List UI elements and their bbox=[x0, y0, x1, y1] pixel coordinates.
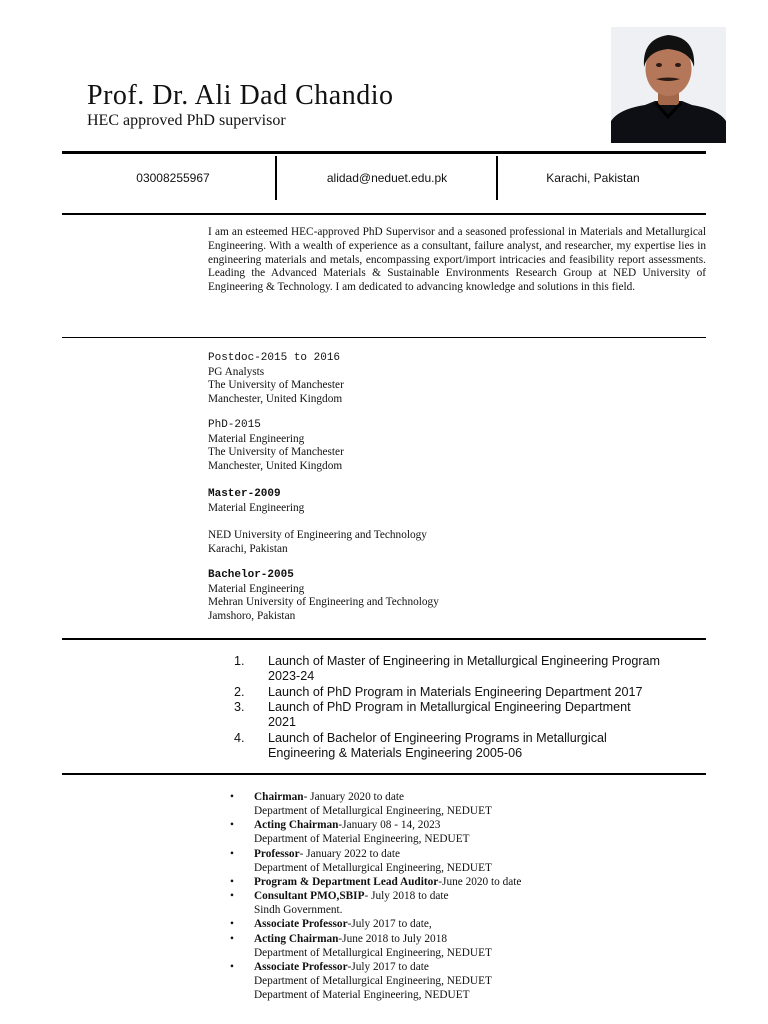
achievement-text: Engineering & Materials Engineering 2005-06 bbox=[268, 746, 523, 761]
position-title: Associate Professor bbox=[254, 918, 348, 930]
achievement-text: 2021 bbox=[268, 715, 297, 730]
phone-number: 03008255967 bbox=[136, 171, 210, 185]
bullet: • bbox=[230, 819, 234, 831]
degree-title: Master-2009 bbox=[208, 488, 281, 500]
education-entry bbox=[208, 352, 344, 407]
education-line: NED University of Engineering and Technology bbox=[208, 529, 427, 542]
profile-summary: I am an esteemed HEC-approved PhD Supervisor and a seasoned professional in Materials and Metallurgical Engineering. With a wealth of experience as a consultant, failure analyst, and researcher, my expertise lies in engineering materials and metals, encompassing export/import intricacies and feasibility report assessments. Leading the Advanced Materials & Sustainable Environments Research Group at NED University of Engineering & Technology. I am dedicated to advancing knowledge and solutions in this field. bbox=[208, 226, 706, 294]
achievement-number: 2. bbox=[234, 685, 245, 699]
position-department: Department of Material Engineering, NEDUET bbox=[254, 989, 470, 1001]
education-line: The University of Manchester bbox=[208, 379, 344, 392]
section-rule bbox=[62, 638, 706, 640]
education-line: The University of Manchester bbox=[208, 446, 344, 459]
position-dates: - July 2018 to date bbox=[364, 890, 449, 902]
position-department: Department of Material Engineering, NEDUET bbox=[254, 833, 470, 845]
bullet: • bbox=[230, 918, 234, 930]
education-line: Manchester, United Kingdom bbox=[208, 460, 343, 473]
contact-top-rule bbox=[62, 151, 706, 154]
location: Karachi, Pakistan bbox=[546, 171, 640, 185]
section-rule bbox=[62, 773, 706, 775]
bullet: • bbox=[230, 848, 234, 860]
achievement-number: 3. bbox=[234, 700, 245, 714]
bullet: • bbox=[230, 791, 234, 803]
position-title: Consultant PMO,SBIP bbox=[254, 890, 365, 902]
position-title: Professor bbox=[254, 848, 300, 860]
position-title: Program & Department Lead Auditor bbox=[254, 876, 439, 888]
position-department: Department of Metallurgical Engineering, NEDUET bbox=[254, 947, 492, 959]
profile-photo bbox=[611, 27, 726, 143]
degree-title: Bachelor-2005 bbox=[208, 569, 294, 581]
achievement-text: Launch of PhD Program in Metallurgical Engineering Department bbox=[268, 700, 631, 714]
education-entry bbox=[208, 419, 344, 474]
position-dates: - January 2020 to date bbox=[303, 791, 404, 803]
position-dates: -July 2017 to date, bbox=[347, 918, 432, 930]
position-dates: -July 2017 to date bbox=[347, 961, 429, 973]
position-department: Department of Metallurgical Engineering, NEDUET bbox=[254, 805, 492, 817]
position-title: Associate Professor bbox=[254, 961, 348, 973]
position-title: Acting Chairman bbox=[254, 819, 339, 831]
contact-divider bbox=[496, 156, 498, 200]
position-dates: -June 2020 to date bbox=[438, 876, 522, 888]
education-line: Material Engineering bbox=[208, 582, 305, 595]
position-title: Chairman bbox=[254, 791, 304, 803]
bullet: • bbox=[230, 961, 234, 973]
education-entry bbox=[208, 569, 439, 624]
candidate-subtitle: HEC approved PhD supervisor bbox=[87, 112, 286, 129]
education-line: PG Analysts bbox=[208, 365, 265, 378]
bullet: • bbox=[230, 890, 234, 902]
position-dates: - January 2022 to date bbox=[299, 848, 400, 860]
education-line: Karachi, Pakistan bbox=[208, 542, 288, 555]
achievement-number: 1. bbox=[234, 654, 245, 668]
degree-title: Postdoc-2015 to 2016 bbox=[208, 352, 341, 364]
contact-divider bbox=[275, 156, 277, 200]
education-line: Mehran University of Engineering and Technology bbox=[208, 596, 439, 609]
bullet: • bbox=[230, 933, 234, 945]
section-rule bbox=[62, 213, 706, 215]
section-rule bbox=[62, 337, 706, 338]
education-line: Manchester, United Kingdom bbox=[208, 393, 343, 406]
education-line: Jamshoro, Pakistan bbox=[208, 610, 296, 623]
degree-title: PhD-2015 bbox=[208, 419, 261, 431]
education-line: Material Engineering bbox=[208, 501, 305, 514]
education-line: Material Engineering bbox=[208, 432, 305, 445]
position-dates: -June 2018 to July 2018 bbox=[338, 933, 447, 945]
position-dates: -January 08 - 14, 2023 bbox=[338, 819, 441, 831]
achievement-number: 4. bbox=[234, 731, 245, 745]
education-line bbox=[208, 515, 427, 529]
candidate-name: Prof. Dr. Ali Dad Chandio bbox=[87, 80, 394, 111]
position-title: Acting Chairman bbox=[254, 933, 339, 945]
achievement-text: Launch of Bachelor of Engineering Programs in Metallurgical bbox=[268, 731, 607, 745]
email-address: alidad@neduet.edu.pk bbox=[326, 171, 448, 185]
position-department: Department of Metallurgical Engineering, NEDUET bbox=[254, 862, 492, 874]
education-entry bbox=[208, 488, 427, 557]
bullet: • bbox=[230, 876, 234, 888]
achievement-text: Launch of Master of Engineering in Metallurgical Engineering Program bbox=[268, 654, 661, 668]
position-department: Sindh Government. bbox=[254, 904, 343, 916]
position-department: Department of Metallurgical Engineering, NEDUET bbox=[254, 975, 492, 987]
achievement-text: Launch of PhD Program in Materials Engineering Department 2017 bbox=[268, 685, 643, 699]
achievement-text: 2023-24 bbox=[268, 669, 315, 684]
